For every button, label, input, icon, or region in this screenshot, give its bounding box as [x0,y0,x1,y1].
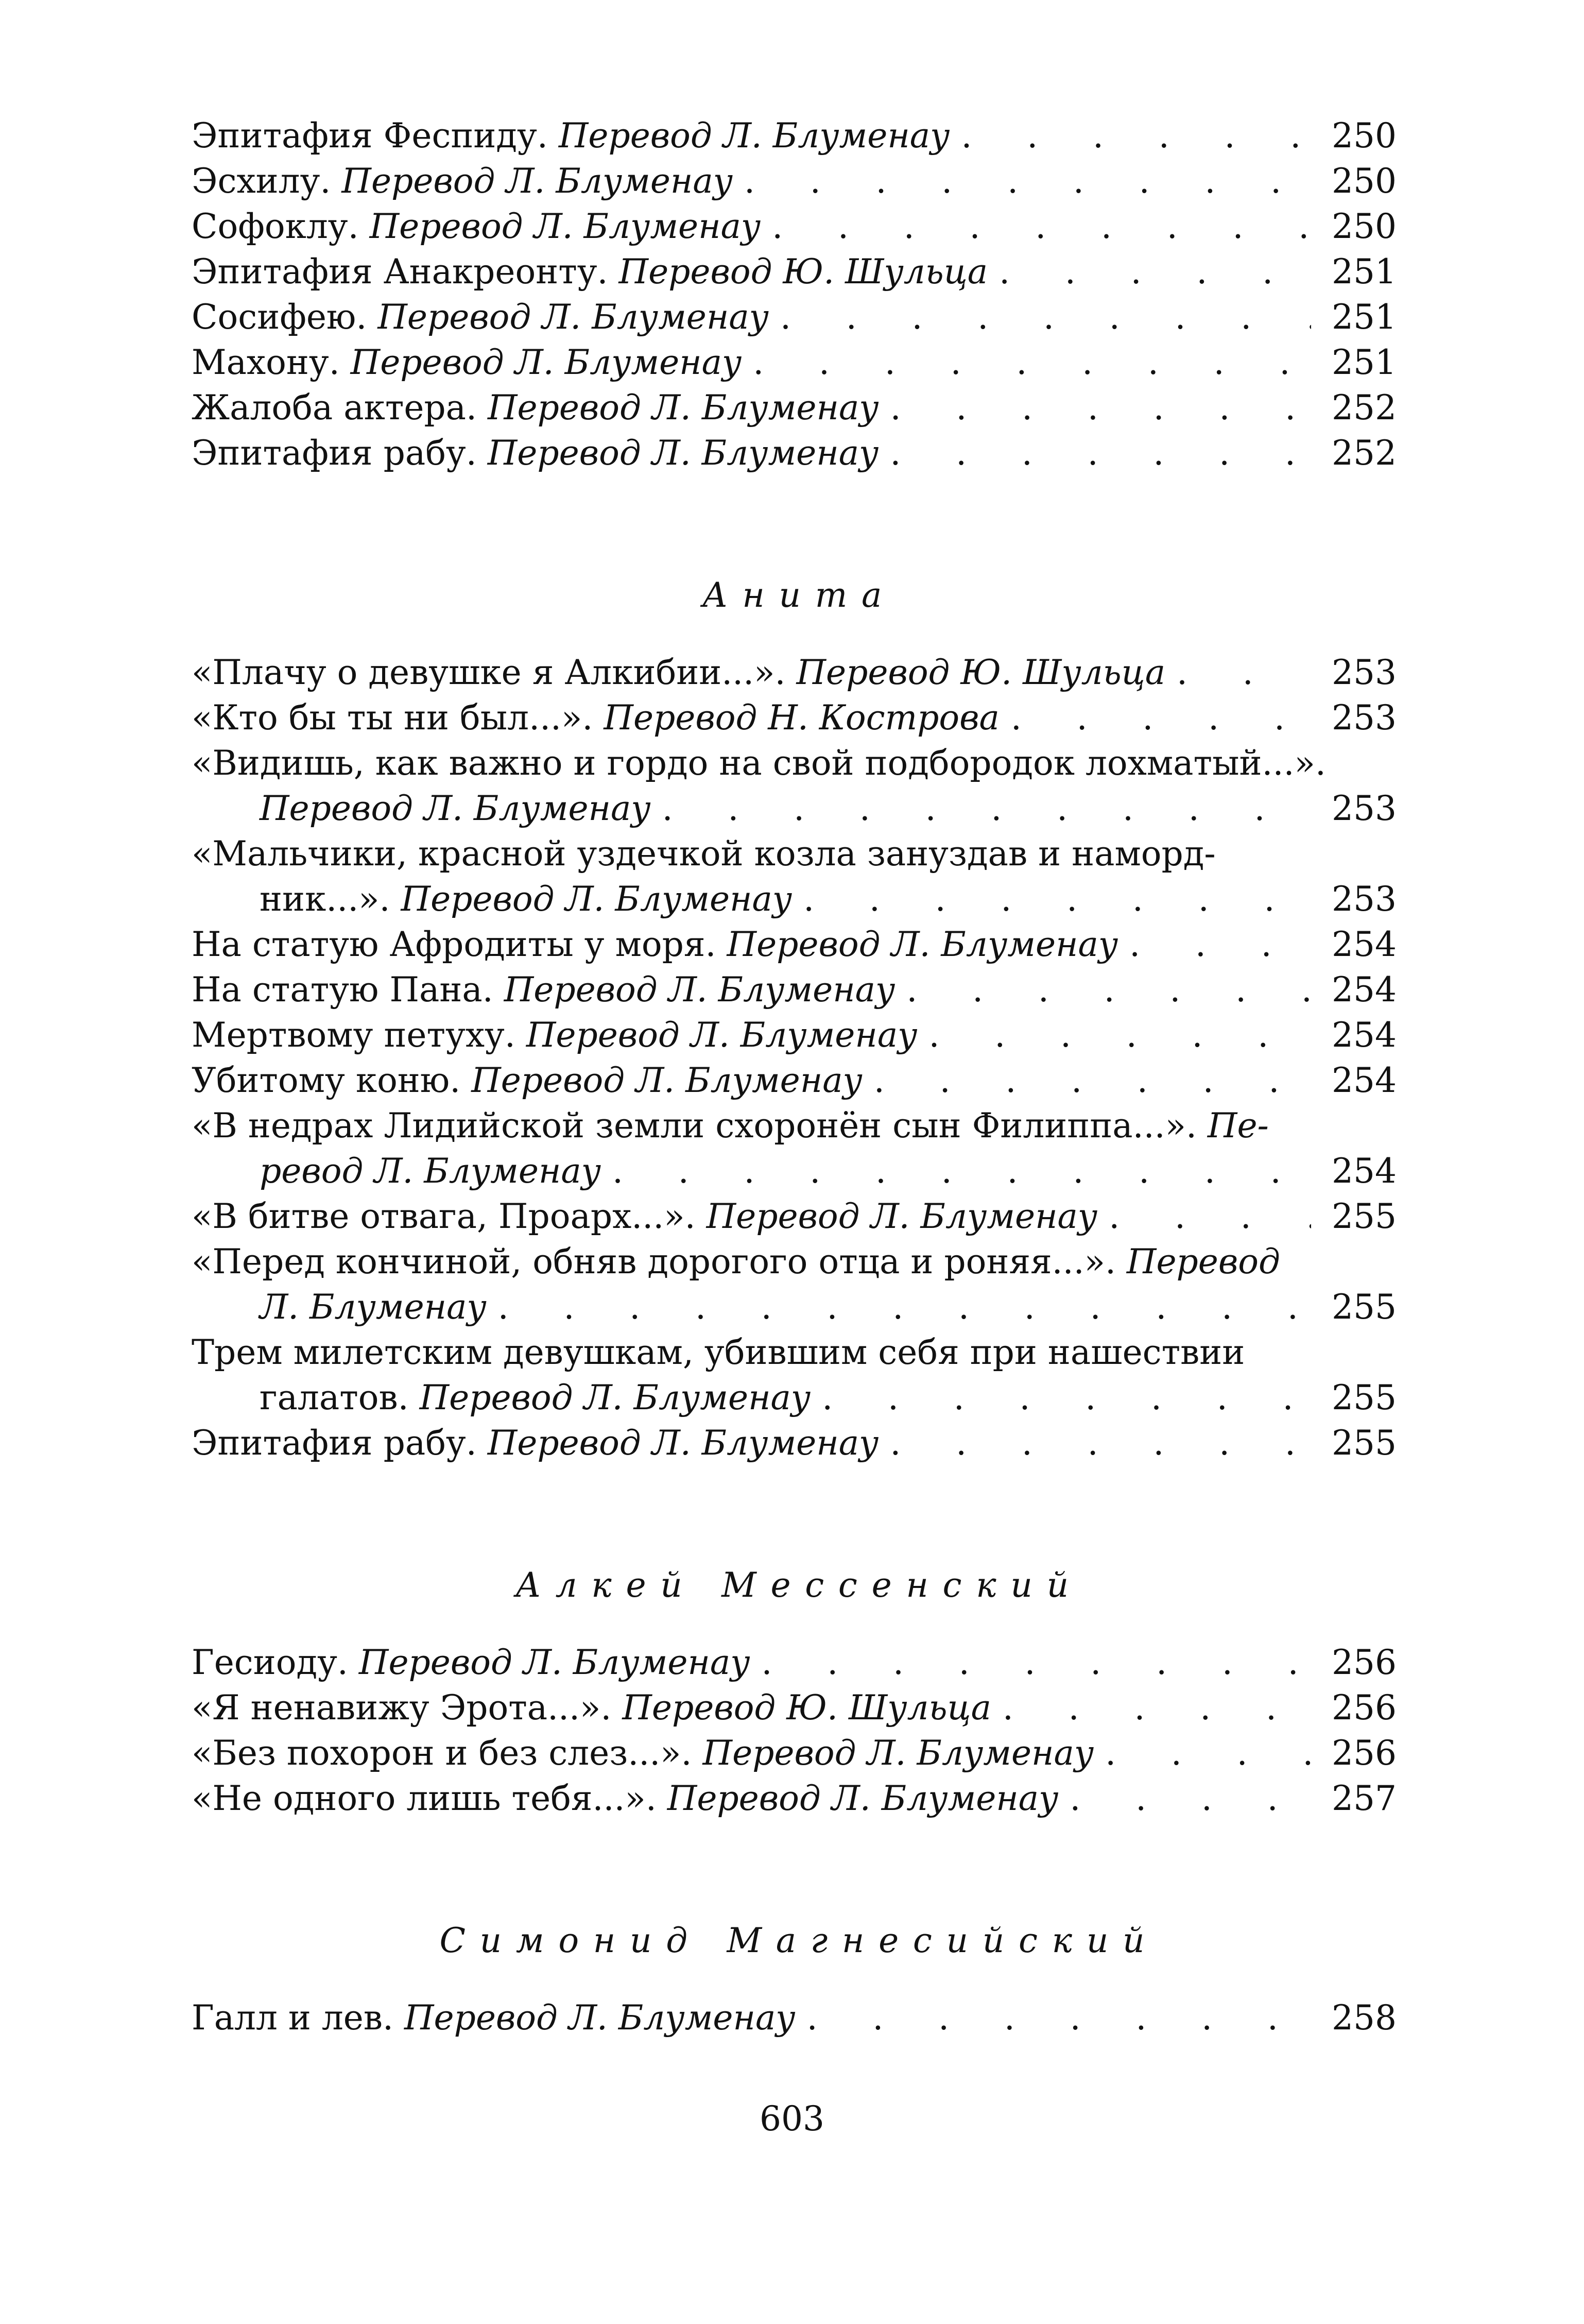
translator-credit: Перевод Л. Блуменау [667,1779,1059,1818]
entry-text [192,204,761,249]
toc-line [192,1421,1397,1466]
entry-page-number: 252 [1332,388,1397,428]
entry-text [192,1421,879,1466]
entry-page-number: 255 [1332,1287,1397,1327]
entry-title: «Я ненавижу Эрота...». [192,1688,612,1728]
entry-title: Эпитафия Феспиду. [192,116,548,156]
toc-line [192,1995,1397,2041]
entry-text [192,650,1165,695]
entry-page-number: 250 [1332,161,1397,201]
dot-leader [807,1995,1311,2041]
entry-text [192,295,769,340]
page-number: 603 [760,2099,824,2139]
translator-credit: Перевод Л. Блуменау [727,925,1118,964]
toc-section [192,1563,1397,1821]
entry-text [192,1194,1097,1239]
dot-leader [822,1375,1311,1421]
toc-line [192,695,1397,741]
entry-title: Эпитафия рабу. [192,1423,477,1463]
entry-page-number: 255 [1332,1378,1397,1417]
dot-leader [961,113,1311,159]
toc-line [192,295,1397,340]
dot-leader [498,1285,1311,1330]
entry-text [192,1995,796,2041]
entry-title: На статую Афродиты у моря. [192,925,716,964]
entry-title: «Кто бы ты ни был...». [192,698,593,738]
translator-credit: Перевод Л. Блуменау [369,207,761,246]
toc-line [192,159,1397,204]
section-title: Алкей Мессенский [515,1565,1083,1605]
entry-page-number: 254 [1332,1061,1397,1100]
toc-section [192,1918,1397,2041]
entry-title: Галл и лев. [192,1998,393,2038]
toc-line [192,741,1392,786]
toc-entry [192,113,1397,159]
entry-text [192,1330,1245,1375]
entry-title: Махону. [192,343,340,382]
toc-entry [192,295,1397,340]
entry-text [192,249,988,295]
entry-page-number: 256 [1332,1643,1397,1682]
toc-line [192,967,1397,1013]
dot-leader [1003,1685,1311,1731]
toc-line [192,249,1397,295]
entry-page-number: 255 [1332,1423,1397,1463]
entry-title: Софоклу. [192,207,359,246]
entry-title: «Плачу о девушке я Алкибии...». [192,653,786,692]
translator-credit: Перевод Л. Блуменау [350,343,742,382]
translator-credit: Перевод Л. Блуменау [341,161,733,201]
translator-credit: Перевод [1126,1242,1280,1281]
toc-entry [192,249,1397,295]
toc-entry [192,431,1397,476]
entry-page-number: 253 [1332,698,1397,738]
translator-credit: Перевод Л. Блуменау [401,879,793,919]
toc-entry [192,1058,1397,1103]
entry-text [260,1375,811,1421]
toc-entry [192,340,1397,385]
toc-entry [192,695,1397,741]
entry-title: Эсхилу. [192,161,331,201]
entry-page-number: 251 [1332,297,1397,337]
entry-title: «Видишь, как важно и гордо на свой подбородок лохматый...». [192,743,1326,783]
translator-credit: Л. Блуменау [260,1287,487,1327]
entry-text [192,1685,991,1731]
dot-leader [1109,1194,1311,1239]
entry-title: Мертвому петуху. [192,1015,515,1055]
entry-text [192,1239,1280,1285]
toc-line [192,922,1397,967]
entry-page-number: 253 [1332,879,1397,919]
toc-entry [192,1995,1397,2041]
section-title: Анита [702,575,897,615]
toc-line [192,831,1392,877]
dot-leader [1129,922,1311,967]
entry-text [260,1149,601,1194]
entry-page-number: 250 [1332,116,1397,156]
toc-line [192,650,1397,695]
toc-entry [192,1103,1397,1194]
dot-leader [1177,650,1311,695]
entry-title: «Не одного лишь тебя...». [192,1779,657,1818]
entry-title: Трем милетским девушкам, убившим себя при нашествии [192,1332,1245,1372]
entry-page-number: 256 [1332,1688,1397,1728]
dot-leader [1070,1776,1311,1821]
toc-line [192,340,1397,385]
translator-credit: Перевод Л. Блуменау [558,116,950,156]
translator-credit: Перевод Л. Блуменау [526,1015,918,1055]
toc-entry [192,1239,1397,1330]
translator-credit: Перевод Л. Блуменау [471,1061,863,1100]
entry-page-number: 254 [1332,1151,1397,1191]
toc-line [192,1285,1397,1330]
entry-title: «Мальчики, красной уздечкой козла зануздав и наморд- [192,834,1216,874]
translator-credit: Перевод Л. Блуменау [487,1423,879,1463]
toc-line [192,1194,1397,1239]
entry-title: Сосифею. [192,297,367,337]
toc-entry [192,650,1397,695]
entry-text [192,1640,750,1685]
entry-text [192,159,733,204]
toc-line [192,1685,1397,1731]
entry-page-number: 258 [1332,1998,1397,2038]
entry-text [192,340,742,385]
translator-credit: Перевод Л. Блуменау [358,1643,750,1682]
entry-title: «Без похорон и без слез...». [192,1733,692,1773]
toc-line [192,877,1397,922]
entry-text [192,1776,1058,1821]
entry-text [192,967,895,1013]
entry-title: На статую Пана. [192,970,493,1010]
dot-leader [803,877,1311,922]
dot-leader [753,340,1311,385]
entry-title: Убитому коню. [192,1061,461,1100]
entry-page-number: 257 [1332,1779,1397,1818]
entry-page-number: 253 [1332,789,1397,828]
translator-credit: Перевод Ю. Шульца [618,252,988,292]
toc-entry [192,1640,1397,1685]
entry-title: Эпитафия рабу. [192,433,477,473]
translator-credit: Перевод Л. Блуменау [377,297,769,337]
entry-text [192,431,879,476]
dot-leader [780,295,1311,340]
toc-line [192,1239,1392,1285]
toc-line [192,431,1397,476]
entry-text [192,1103,1269,1149]
entry-title: галатов. [260,1378,409,1417]
entry-text [260,786,651,831]
entry-page-number: 254 [1332,970,1397,1010]
section-title: Симонид Магнесийский [439,1921,1159,1960]
entry-text [192,1058,863,1103]
entry-text [192,1013,917,1058]
dot-leader [744,159,1311,204]
toc-entry [192,831,1397,922]
entry-title: Гесиоду. [192,1643,348,1682]
toc-line [192,1731,1397,1776]
dot-leader [928,1013,1311,1058]
toc-line [192,1058,1397,1103]
toc-entry [192,159,1397,204]
entry-page-number: 251 [1332,343,1397,382]
translator-credit: Перевод Л. Блуменау [487,388,879,428]
entry-title: «Перед кончиной, обняв дорогого отца и роняя...». [192,1242,1116,1281]
toc-line [192,113,1397,159]
entry-title: «В недрах Лидийской земли схоронён сын Филиппа...». [192,1106,1197,1146]
toc-line [192,1103,1392,1149]
entry-text [192,695,1000,741]
translator-credit: Перевод Л. Блуменау [404,1998,796,2038]
entry-page-number: 252 [1332,433,1397,473]
dot-leader [890,431,1311,476]
toc-line [192,385,1397,431]
entry-title: «В битве отвага, Проарх...». [192,1197,696,1236]
translator-credit: Перевод Ю. Шульца [796,653,1166,692]
translator-credit: Перевод Н. Кострова [604,698,1000,738]
toc-entry [192,385,1397,431]
toc-entry [192,204,1397,249]
toc-entry [192,1731,1397,1776]
entry-text [192,113,950,159]
dot-leader [1105,1731,1311,1776]
entry-title: Жалоба актера. [192,388,477,428]
entry-text [192,385,879,431]
dot-leader [662,786,1311,831]
dot-leader [890,1421,1311,1466]
dot-leader [999,249,1311,295]
toc-line [192,1013,1397,1058]
toc-entry [192,967,1397,1013]
translator-credit: Перевод Л. Блуменау [706,1197,1098,1236]
entry-text [260,877,792,922]
dot-leader [762,1640,1311,1685]
translator-credit: Перевод Ю. Шульца [622,1688,991,1728]
dot-leader [906,967,1311,1013]
entry-page-number: 254 [1332,1015,1397,1055]
translator-credit: Пе- [1207,1106,1269,1146]
toc-entry [192,1685,1397,1731]
entry-text [192,922,1118,967]
translator-credit: Перевод Л. Блуменау [487,433,879,473]
toc-line [192,204,1397,249]
entry-text [260,1285,487,1330]
entry-page-number: 253 [1332,653,1397,692]
toc-line [192,1776,1397,1821]
dot-leader [612,1149,1311,1194]
toc-section [192,113,1397,476]
toc-entry [192,1330,1397,1421]
entry-title: ник...». [260,879,390,919]
dot-leader [874,1058,1311,1103]
dot-leader [1011,695,1311,741]
entry-page-number: 254 [1332,925,1397,964]
toc-line [192,1375,1397,1421]
toc-line [192,1640,1397,1685]
entry-page-number: 250 [1332,207,1397,246]
translator-credit: Перевод Л. Блуменау [419,1378,811,1417]
entry-page-number: 256 [1332,1733,1397,1773]
entry-text [192,1731,1094,1776]
translator-credit: Перевод Л. Блуменау [702,1733,1094,1773]
translator-credit: ревод Л. Блуменау [260,1151,601,1191]
translator-credit: Перевод Л. Блуменау [504,970,896,1010]
entry-page-number: 251 [1332,252,1397,292]
dot-leader [890,385,1311,431]
dot-leader [772,204,1311,249]
translator-credit: Перевод Л. Блуменау [260,789,651,828]
entry-title: Эпитафия Анакреонту. [192,252,608,292]
toc-section [192,573,1397,1466]
toc-entry [192,1194,1397,1239]
toc-entry [192,1776,1397,1821]
toc-page [192,113,1397,2041]
toc-entry [192,1421,1397,1466]
toc-entry [192,741,1397,831]
toc-line [192,786,1397,831]
toc-entry [192,922,1397,967]
entry-text [192,741,1326,786]
entry-page-number: 255 [1332,1197,1397,1236]
entry-text [192,831,1216,877]
toc-entry [192,1013,1397,1058]
toc-line [192,1149,1397,1194]
toc-line [192,1330,1392,1375]
